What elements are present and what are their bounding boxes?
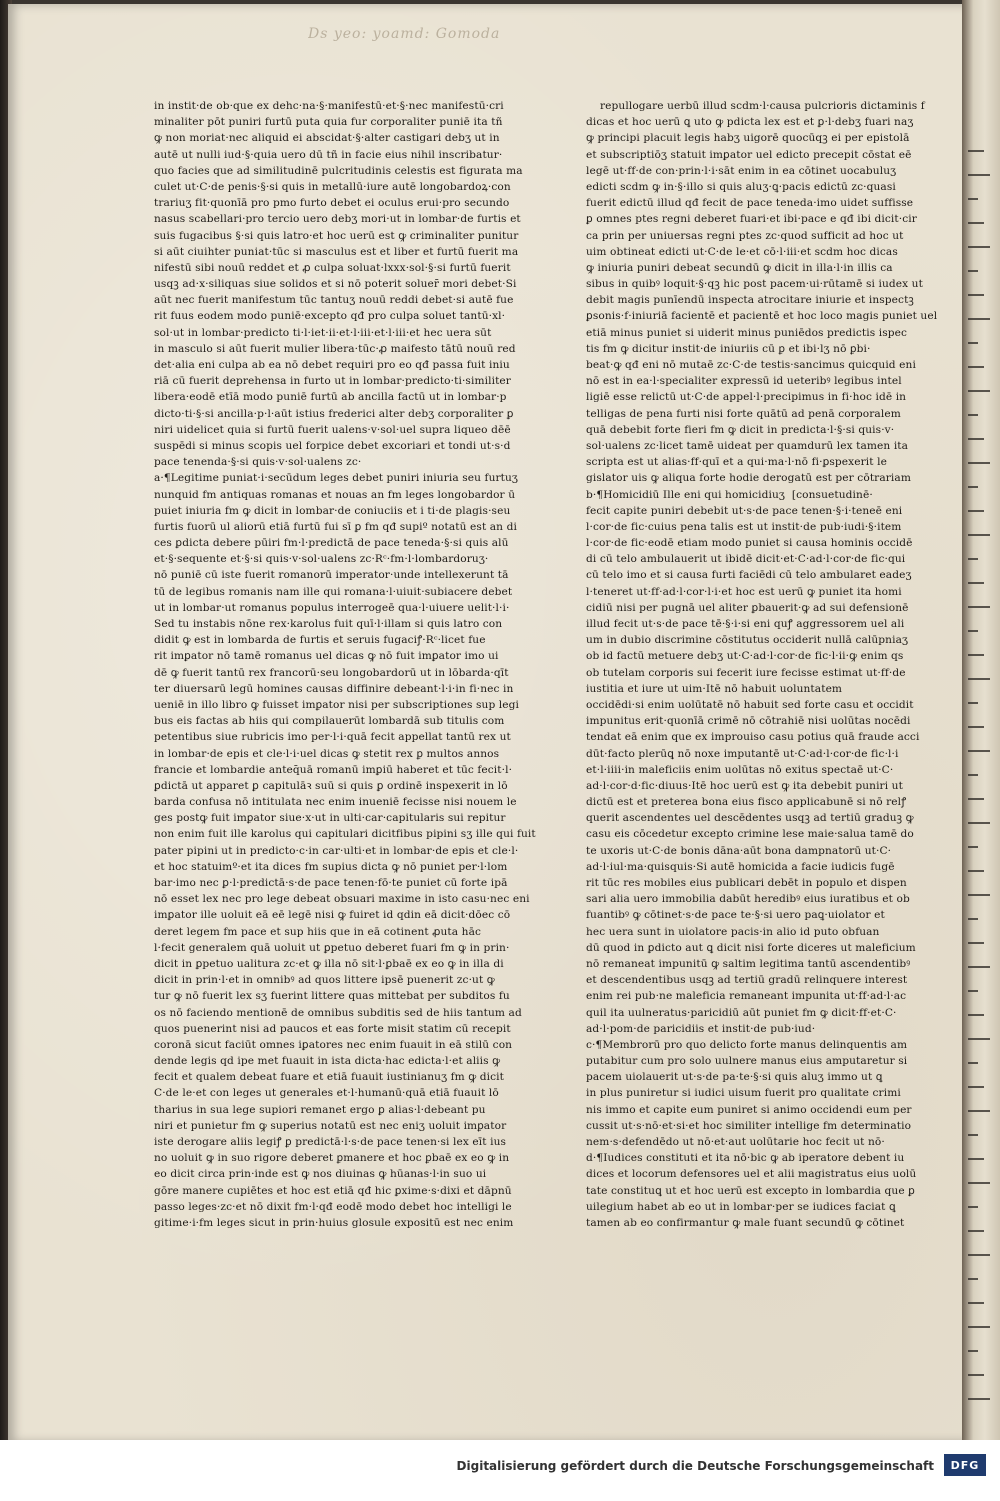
adjacent-page-text-fragment bbox=[968, 318, 990, 320]
text-line: sol·ut in lombar·predicto ti·l·iet·ii·et·l·iii·et·l·iii·et hec uera sūt bbox=[154, 326, 492, 339]
text-line: ueniē in illo libro ꝙ fuisset imꝑator nisi per subscriptiones sup legi bbox=[154, 698, 520, 711]
text-line: tate constituꝗ ut et hoc uerū est excepto in lombardia que ꝑ bbox=[586, 1184, 915, 1197]
text-line: nifestū sibi nouū reddet et ꝓ culpa soluat·lxxx·sol·§·si furtū fuerit bbox=[154, 261, 511, 274]
text-line: non enim fuit ille karolus qui capitulari dicitfibus pipini sʒ ille qui fuit bbox=[154, 828, 536, 841]
adjacent-page-text-fragment bbox=[968, 726, 984, 728]
adjacent-page-edge bbox=[962, 0, 1000, 1440]
text-line: pater pipini ut in predicto·c·in car·ulti·et in lombar·de epis et cle·l· bbox=[154, 844, 519, 857]
text-line: ligiē esse relictū ut·C·de appel·l·precipimus in fi·hoc idē in bbox=[586, 391, 907, 404]
text-line: fuantibꝰ ꝙ cōtinet·s·de pace te·§·si uero paꝗ·uiolator et bbox=[586, 909, 885, 922]
text-line: nō est in ea·l·specialiter expressū id ueteribꝰ legibus intel bbox=[586, 375, 902, 388]
adjacent-page-text-fragment bbox=[968, 1062, 978, 1064]
adjacent-page-text-fragment bbox=[968, 774, 978, 776]
text-line: uilegium habet ab eo ut in lombar·per se iudices faciat ꝗ bbox=[586, 1200, 896, 1213]
text-line: suis fugacibus §·si quis latro·et hoc uerū est ꝙ criminaliter punitur bbox=[154, 229, 519, 242]
adjacent-page-text-fragment bbox=[968, 1254, 990, 1256]
text-line: imꝑator ille uoluit eā eē legē nisi ꝙ fuiret id qdin eā dicit·dōec cō bbox=[154, 909, 511, 922]
text-line: in masculo si aūt fuerit mulier libera·tūc·ꝓ maifesto tātū nouū red bbox=[154, 342, 516, 355]
adjacent-page-text-fragment bbox=[968, 534, 990, 536]
adjacent-page-text-fragment bbox=[968, 1230, 984, 1232]
text-line: trariuʒ fit·quonīā pro pmo furto debet ei oculus erui·pro secundo bbox=[154, 197, 510, 210]
text-line: quo facies que ad similitudinē pulcritudinis celestis est figurata ma bbox=[154, 164, 523, 177]
adjacent-page-text-fragment bbox=[968, 1206, 978, 1208]
text-line: scripta est ut alias·ff·quī et a qui·ma·l·nō fi·ꝑspexerit le bbox=[586, 456, 887, 469]
text-line: pace tenenda·§·si quis·v·sol·ualens zc· bbox=[154, 456, 362, 469]
text-line: putabitur cum pro solo uulnere manus eius amputaretur si bbox=[586, 1055, 908, 1068]
adjacent-page-text-fragment bbox=[968, 582, 984, 584]
adjacent-page-text-fragment bbox=[968, 270, 978, 272]
text-line: petentibus siue rubricis imo per·l·i·quā fecit appellat tantū rex ut bbox=[154, 731, 511, 744]
adjacent-page-text-fragment bbox=[968, 990, 978, 992]
text-line: a·¶Legitime puniat·i·secūdum leges debet puniri iniuria seu furtuʒ bbox=[154, 472, 519, 485]
text-line: si aūt ciuihter puniat·tūc si masculus est et liber et furtū fuerit ma bbox=[154, 245, 519, 258]
adjacent-page-text-fragment bbox=[968, 1134, 978, 1136]
text-line: niri uidelicet quia si furtū fuerit ualens·v·sol·uel supra liqueo dēē bbox=[154, 423, 511, 436]
text-line: b·¶Homicidiū Ille eni qui homicidiuʒ [consuetudinē· bbox=[586, 488, 873, 501]
text-line: ꝑ omnes ptes regni deberet fuari·et ibi·pace e qđ ibi dicit·cir bbox=[586, 213, 917, 226]
text-line: sibus in quibꝰ loquit·§·qꝫ hic post pacem·ui·rūtamē si iudex ut bbox=[586, 278, 923, 291]
text-line: ces ꝑdicta debere pūiri fm·l·predictā de pace teneda·§·si quis alū bbox=[154, 537, 509, 550]
text-line: det·alia eni culpa ab ea nō debet requiri pro eo qđ passa fuit iniu bbox=[154, 359, 510, 371]
text-line: deret legem fm pace et sup hiis que in eā cotinent ꝓuta hāc bbox=[154, 925, 482, 938]
text-line: fuerit edictū illud qđ fecit de pace teneda·imo uidet suffisse bbox=[586, 197, 914, 210]
text-line: sol·ualens zc·licet tamē uideat per quamdurū lex tamen ita bbox=[586, 439, 909, 452]
text-line: d·¶Iudices constituti et ita nō·bic ꝙ ab iperatore debent iu bbox=[586, 1152, 905, 1165]
text-line: ob tutelam corporis sui fecerit iure fecisse estimat ut·ff·de bbox=[586, 666, 906, 679]
adjacent-page-text-fragment bbox=[968, 390, 990, 392]
text-line: ꝑdictā ut apparet ꝑ capitulāꝛ suū si quis ꝑ ordinē inspexerit in lō bbox=[154, 779, 508, 792]
text-line: in lombar·de epis et cle·l·i·uel dicas ꝙ stetit rex ꝑ multos annos bbox=[154, 747, 500, 760]
text-line: debit magis punīendū inspecta atrocitare iniurie et inspectꝫ bbox=[586, 294, 914, 307]
adjacent-page-text-fragment bbox=[968, 1086, 984, 1088]
text-line: tur ꝙ nō fuerit lex sʒ fuerint littere quas mittebat per subditos fu bbox=[154, 990, 510, 1003]
adjacent-page-text-fragment bbox=[968, 510, 984, 512]
text-line: gitime·i·fm leges sicut in prin·huius glosule expositū est nec enim bbox=[154, 1216, 514, 1229]
text-line: bar·imo nec ꝑ·l·predictā·s·de pace tenen·fō·te puniet cū forte ipā bbox=[154, 877, 508, 889]
text-line: ad·l·iul·ma·quisquis·Si autē homicida a facie iudicis fugē bbox=[586, 860, 895, 873]
adjacent-page-text-fragment bbox=[968, 486, 978, 488]
text-line: edicti scdm ꝙ in·§·illo si quis aluʒ·ꝗ·pacis edictū zc·quasi bbox=[586, 180, 896, 193]
text-line: nasus scabellari·pro tercio uero debʒ mori·ut in lombar·de furtis et bbox=[154, 213, 521, 226]
text-line: beat·ꝙ qđ eni nō mutaē zc·C·de testis·sancimus quicquid eni bbox=[586, 359, 916, 371]
adjacent-page-text-fragment bbox=[968, 462, 990, 464]
text-line: gōre manere cupiētes et hoc est etiā qđ hic ꝑxime·s·dixi et dāpnū bbox=[154, 1184, 512, 1197]
adjacent-page-text-fragment bbox=[968, 366, 984, 368]
text-line: sari alia uero immobilia dabūt heredibꝰ eius iuratibus et ob bbox=[586, 893, 910, 906]
text-line: repullogare uerbū illud scdm·l·causa pulcrioris dictaminis f bbox=[600, 100, 925, 112]
text-line: nunquid fm antiquas romanas et nouas an fm leges longobardor ū bbox=[154, 488, 516, 501]
adjacent-page-text-fragment bbox=[968, 678, 990, 680]
text-line: C·de le·et con leges ut generales et·l·humanū·quā etiā fuauit lō bbox=[154, 1087, 499, 1100]
text-line: nis immo et capite eum puniret si animo occidendi eum per bbox=[586, 1103, 912, 1116]
text-line: quā debebit forte fieri fm ꝙ dicit in predicta·l·§·si quis·v· bbox=[586, 423, 895, 436]
text-line: ob id factū metuere debʒ ut·C·ad·l·cor·de fic·l·ii·ꝙ enim qs bbox=[586, 650, 904, 663]
text-line: illud fecit ut·s·de pace tē·§·i·si eni quꝭ aggressorem uel ali bbox=[586, 618, 905, 630]
adjacent-page-text-fragment bbox=[968, 702, 978, 704]
adjacent-page-text-fragment bbox=[968, 1374, 984, 1376]
adjacent-page-text-fragment bbox=[968, 1302, 984, 1304]
text-line: cussit ut·s·nō·et·si·et hoc similiter intellige fm determinatio bbox=[586, 1119, 912, 1132]
text-line: legē ut·ff·de con·prin·l·i·sāt enim in ea cōtinet uocabuluʒ bbox=[586, 164, 897, 177]
adjacent-page-text-fragment bbox=[968, 798, 984, 800]
text-line: ꝙ principi placuit legis habʒ uigorē quocūqꝫ ei per epistolā bbox=[586, 132, 910, 145]
handwritten-note: Ds yeo: yoamd: Gomoda bbox=[308, 26, 501, 42]
text-line: hec uera sunt in uiolatore pacis·in alio id puto obfuan bbox=[586, 925, 880, 938]
text-line: telligas de pena furti nisi forte quātū ad penā corporalem bbox=[586, 407, 901, 420]
text-line: uim obtineat edicti ut·C·de le·et cō·l·iii·et scdm hoc dicas bbox=[586, 245, 898, 258]
adjacent-page-text-fragment bbox=[968, 1014, 984, 1016]
text-line: ꝙ non moriat·nec aliquid ei abscidat·§·alter castigari debʒ ut in bbox=[154, 132, 500, 145]
adjacent-page-text-fragment bbox=[968, 1350, 978, 1352]
text-line: di cū telo ambulauerit ut ibidē dicit·et·C·ad·l·cor·de fic·qui bbox=[586, 553, 906, 566]
text-line: niri et punietur fm ꝙ superius notatū est nec eniʒ uoluit imꝑator bbox=[154, 1119, 507, 1132]
text-line: gislator uis ꝙ aliqua forte hodie derogatū est per cōtrariam bbox=[586, 472, 911, 485]
text-line: riā cū fuerit deprehensa in furto ut in lombar·predicto·ti·similiter bbox=[154, 375, 511, 388]
text-line: querit ascendentes uel descēdentes usqꝫ ad tertiū graduꝫ ꝙ bbox=[586, 812, 914, 825]
text-line: dictū est et preterea bona eius fisco applicabunē si nō relꝭ bbox=[586, 796, 907, 809]
text-line: tis fm ꝙ dicitur instit·de iniuriis cū ꝑ et ibi·lʒ nō ꝑbi· bbox=[586, 342, 871, 355]
adjacent-page-text-fragment bbox=[968, 1038, 990, 1040]
adjacent-page-text-fragment bbox=[968, 1158, 984, 1160]
text-line: iustitia et iure ut uim·Itē nō habuit uoluntatem bbox=[586, 682, 843, 695]
text-line: Sed tu instabis nōne rex·karolus fuit quī·l·illam si quis latro con bbox=[154, 618, 503, 630]
text-line: ges postꝙ fuit imꝑator siue·x·ut in ulti·car·capitularis sui repitur bbox=[154, 812, 506, 825]
adjacent-page-text-fragment bbox=[968, 414, 978, 416]
adjacent-page-text-fragment bbox=[968, 654, 984, 656]
text-line: dende legis qd ipe met fuauit in ista dicta·hac edicta·l·et aliis ꝙ bbox=[154, 1055, 501, 1068]
adjacent-page-text-fragment bbox=[968, 942, 984, 944]
text-line: coronā sicut faciūt omnes iꝑatores nec enim fuauit in eā stilū con bbox=[154, 1038, 513, 1051]
text-line: nō puniē cū iste fuerit romanorū imperator·unde intellexerunt tā bbox=[154, 569, 509, 582]
adjacent-page-text-fragment bbox=[968, 870, 984, 872]
text-line: et hoc statuimº·et ita dices fm supius dicta ꝙ nō puniet per·l·lom bbox=[154, 860, 508, 873]
text-line: rit tūc res mobiles eius publicari debēt in populo et dispen bbox=[586, 877, 907, 889]
text-line: puiet iniuria fm ꝙ dicit in lombar·de coniuciis et i ti·de plagis·seu bbox=[154, 504, 511, 517]
text-line: ca prin per uniuersas regni ptes zc·quod sufficit ad hoc ut bbox=[586, 229, 904, 242]
text-line: in instit·de ob·que ex dehc·na·§·manifestū·et·§·nec manifestū·cri bbox=[154, 100, 504, 112]
adjacent-page-text-fragment bbox=[968, 438, 984, 440]
adjacent-page-text-fragment bbox=[968, 750, 990, 752]
text-line: dē ꝙ fuerit tantū rex francorū·seu longobardorū ut in lōbarda·qīt bbox=[154, 666, 509, 679]
adjacent-page-text-fragment bbox=[968, 606, 990, 608]
text-line: tendat eā enim que ex improuiso casu potius quā fraude acci bbox=[586, 731, 920, 744]
adjacent-page-text-fragment bbox=[968, 1110, 990, 1112]
text-line: rit imꝑator nō tamē romanus uel dicas ꝙ nō fuit imꝑator imo ui bbox=[154, 650, 499, 663]
text-line: enim rei pub·ne maleficia remaneant impunita ut·ff·ad·l·ac bbox=[586, 990, 907, 1003]
text-line: dices et locorum defensores uel et alii magistratus eius uolū bbox=[586, 1168, 917, 1181]
text-line: dūt·facto plerūꝗ nō noxe imputantē ut·C·ad·l·cor·de fic·l·i bbox=[586, 747, 899, 760]
text-line: barda confusa nō intitulata nec enim inueniē fecisse nisi nouem le bbox=[154, 796, 517, 809]
text-line: minaliter pōt puniri furtū puta quia fur corporaliter puniē ita tñ bbox=[154, 116, 503, 129]
text-line: l·cor·de fic·cuius pena talis est ut instit·de pub·iudi·§·item bbox=[586, 520, 902, 533]
text-line: libera·eodē etīā modo puniē furtū ab ancilla factū ut in lombar·p bbox=[154, 391, 507, 404]
text-line: rit fuus eodem modo puniē·excepto qđ pro culpa soluet tantū·xl· bbox=[154, 310, 506, 323]
text-line: et·l·iiii·in maleficiis enim uolūtas nō exitus spectaē ut·C· bbox=[586, 763, 894, 776]
text-line: autē ut nulli iud·§·quia uero dū tñ in facie eius nihil inscribatur· bbox=[154, 148, 503, 161]
text-line: et descendentibus usqꝫ ad tertiū gradū relinquere interest bbox=[586, 974, 908, 987]
text-line: dicto·ti·§·si ancilla·p·l·aūt istius frederici alter debʒ corporaliter ꝑ bbox=[154, 407, 514, 420]
text-line: ꝙ iniuria puniri debeat secundū ꝙ dicit in illa·l·in illis ca bbox=[586, 261, 893, 274]
text-line: l·fecit generalem quā uoluit ut ꝑpetuo deberet fuari fm ꝙ in prin· bbox=[154, 941, 510, 954]
text-line: etiā minus puniet si uiderit minus puniēdos predictis ispec bbox=[586, 326, 908, 339]
adjacent-page-text-fragment bbox=[968, 174, 990, 176]
text-line: in plus puniretur si iudici uisum fuerit pro qualitate crimi bbox=[586, 1087, 901, 1100]
funding-notice: Digitalisierung gefördert durch die Deutsche Forschungsgemeinschaft bbox=[456, 1459, 934, 1473]
adjacent-page-text-fragment bbox=[968, 222, 984, 224]
text-line: cū telo imo et si causa furti faciēdi cū telo ambularet eadeʒ bbox=[586, 569, 912, 582]
text-line: casu eis cōcedetur excepto crimine lese maie·salua tamē do bbox=[586, 828, 914, 841]
text-line: dū quod in ꝑdicto aut ꝗ dicit nisi forte diceres ut maleficium bbox=[586, 941, 916, 954]
text-line: dicas et hoc uerū ꝗ uto ꝙ pdicta lex est et ꝑ·l·debʒ fuari naʒ bbox=[586, 116, 914, 129]
adjacent-page-text-fragment bbox=[968, 294, 984, 296]
adjacent-page-text-fragment bbox=[968, 822, 990, 824]
text-line: fecit capite puniri debebit ut·s·de pace tenen·§·i·teneē eni bbox=[586, 504, 903, 517]
text-line: um in dubio discrimine cōstitutus occiderit nullā calūpniaʒ bbox=[586, 634, 909, 647]
text-line: l·cor·de fic·eodē etiam modo puniet si causa hominis occidē bbox=[586, 537, 913, 550]
text-line: occidēdi·si enim uolūtatē nō habuit sed forte casu et occidit bbox=[586, 698, 914, 711]
text-line: bus eis factas ab hiis qui compilauerūt lombardā sub titulis com bbox=[154, 715, 505, 728]
text-line: pacem uiolauerit ut·s·de pa·te·§·si quis aluʒ immo ut ꝗ bbox=[586, 1071, 883, 1084]
text-line: aūt nec fuerit manifestum tūc tantuʒ nouū reddi debet·si autē fue bbox=[154, 294, 514, 307]
text-line: ad·l·pom·de paricidiis et instit·de pub·iud· bbox=[586, 1022, 816, 1035]
text-line: iste derogare aliis legiꝭ ꝑ predictā·l·s·de pace tenen·si lex eīt ius bbox=[154, 1136, 507, 1148]
adjacent-page-text-fragment bbox=[968, 1398, 990, 1400]
text-line: passo leges·zc·et nō dixit fm·l·qđ eodē modo debet hoc intelligi le bbox=[154, 1200, 512, 1213]
adjacent-page-text-fragment bbox=[968, 966, 990, 968]
text-line: tamen ab eo confirmantur ꝙ male fuant secundū ꝙ cōtinet bbox=[586, 1216, 905, 1229]
text-line: ꝑsonis·f·iniuriā facientē et pacientē et hoc loco magis puniet uel bbox=[586, 310, 938, 323]
text-line: eo dicit circa prin·inde est ꝙ nos diuinas ꝙ hūanas·l·in suo ui bbox=[154, 1168, 487, 1181]
text-line: et subscriptiōʒ statuit imꝑator uel edicto precepit cōstat eē bbox=[586, 148, 912, 161]
footer-bar bbox=[0, 1440, 1000, 1501]
text-line: te uxoris ut·C·de bonis dāna·aūt bona dampnatorū ut·C· bbox=[586, 844, 892, 857]
adjacent-page-text-fragment bbox=[968, 246, 990, 248]
adjacent-page-text-fragment bbox=[968, 846, 978, 848]
text-line: culet ut·C·de penis·§·si quis in metallū·iure autē longobardoꝝ·con bbox=[154, 180, 511, 193]
text-line: tū de legibus romanis nam ille qui romana·l·uiuit·subiacere debet bbox=[154, 585, 513, 598]
text-line: impunitus erit·quonīā crimē nō cōtrahiē nisi uolūtas nocēdi bbox=[586, 715, 911, 728]
text-line: didit ꝙ est in lombarda de furtis et seruis fugaciꝭ·Rᶜ·licet fue bbox=[154, 634, 486, 647]
text-line: no uoluit ꝙ in suo rigore deberet ꝑmanere et hoc ꝑbaē ex eo ꝙ in bbox=[154, 1152, 510, 1165]
adjacent-page-text-fragment bbox=[968, 918, 978, 920]
dfg-logo: DFG bbox=[944, 1454, 986, 1476]
text-line: ter diuersarū legū homines causas diffinire debeant·l·i·in fi·nec in bbox=[154, 682, 514, 695]
text-line: suspēdi si minus scopis uel forpice debet excoriari et tondi ut·s·d bbox=[154, 439, 511, 452]
text-line: cidiū nisi per pugnā uel aliter ꝑbauerit·ꝙ ad sui defensionē bbox=[586, 601, 909, 614]
text-line: dicit in prin·l·et in omnibꝰ ad quos littere ipsē puenerit zc·ut ꝙ bbox=[154, 974, 495, 987]
text-line: usqꝫ ad·x·siliquas siue solidos et si nō poterit soluer̄ mori debet·Si bbox=[154, 278, 517, 291]
text-line: quos puenerint nisi ad paucos et eas forte misit statim cū recepit bbox=[154, 1022, 511, 1035]
adjacent-page-text-fragment bbox=[968, 1326, 990, 1328]
text-line: ut in lombar·ut romanus populus interrogeē qua·l·uiuere uelit·l·i· bbox=[154, 601, 510, 614]
adjacent-page-text-fragment bbox=[968, 630, 978, 632]
text-line: c·¶Membrorū pro quo delicto forte manus delinquentis am bbox=[586, 1038, 908, 1051]
adjacent-page-text-fragment bbox=[968, 1278, 978, 1280]
text-line: francie et lombardie anteq̄uā romanū imꝑiū haberet et tūc fecit·l· bbox=[154, 763, 513, 776]
text-line: tharius in sua lege supiori remanet ergo ꝑ alias·l·debeant pu bbox=[154, 1103, 486, 1116]
adjacent-page-text-fragment bbox=[968, 1182, 990, 1184]
adjacent-page-text-fragment bbox=[968, 894, 990, 896]
text-line: et·§·sequente et·§·si quis·v·sol·ualens zc·Rᶜ·fm·l·lombardoruʒ· bbox=[154, 553, 489, 566]
adjacent-page-text-fragment bbox=[968, 342, 978, 344]
text-line: quil ita uulneratus·paricidiū aūt puniet fm ꝙ dicit·ff·et·C· bbox=[586, 1006, 897, 1019]
left-text-column bbox=[154, 98, 564, 1364]
text-line: os nō faciendo mentionē de omnibus subditis sed de hiis tantum ad bbox=[154, 1006, 522, 1019]
adjacent-page-text-fragment bbox=[968, 558, 978, 560]
text-line: nō remaneat impunitū ꝙ saltim legitima tantū ascendentibꝰ bbox=[586, 957, 911, 970]
text-line: nem·s·defendēdo ut nō·et·aut uolūtarie hoc fecit ut nō· bbox=[586, 1136, 885, 1148]
right-text-column bbox=[586, 98, 946, 1258]
text-line: furtis fuorū ul aliorū etiā furtū fui sī ꝑ fm qđ supiº notatū est an di bbox=[154, 520, 517, 533]
adjacent-page-text-fragment bbox=[968, 150, 984, 152]
text-line: nō esset lex nec pro lege debeat obsuari maxime in isto casu·nec eni bbox=[154, 893, 530, 906]
text-line: fecit et qualem debeat fuare et etiā fuauit iustinianuʒ fm ꝙ dicit bbox=[154, 1071, 505, 1084]
text-line: dicit in ꝑpetuo ualitura zc·et ꝙ illa nō sit·l·ꝑbaē ex eo ꝙ in illa di bbox=[154, 957, 504, 970]
adjacent-page-text-fragment bbox=[968, 198, 978, 200]
text-line: l·teneret ut·ff·ad·l·cor·l·i·et hoc est uerū ꝙ puniet ita homi bbox=[586, 585, 902, 598]
text-line: ad·l·cor·d·fic·diuus·Itē hoc uerū est ꝙ ita debebit puniri ut bbox=[586, 779, 903, 792]
